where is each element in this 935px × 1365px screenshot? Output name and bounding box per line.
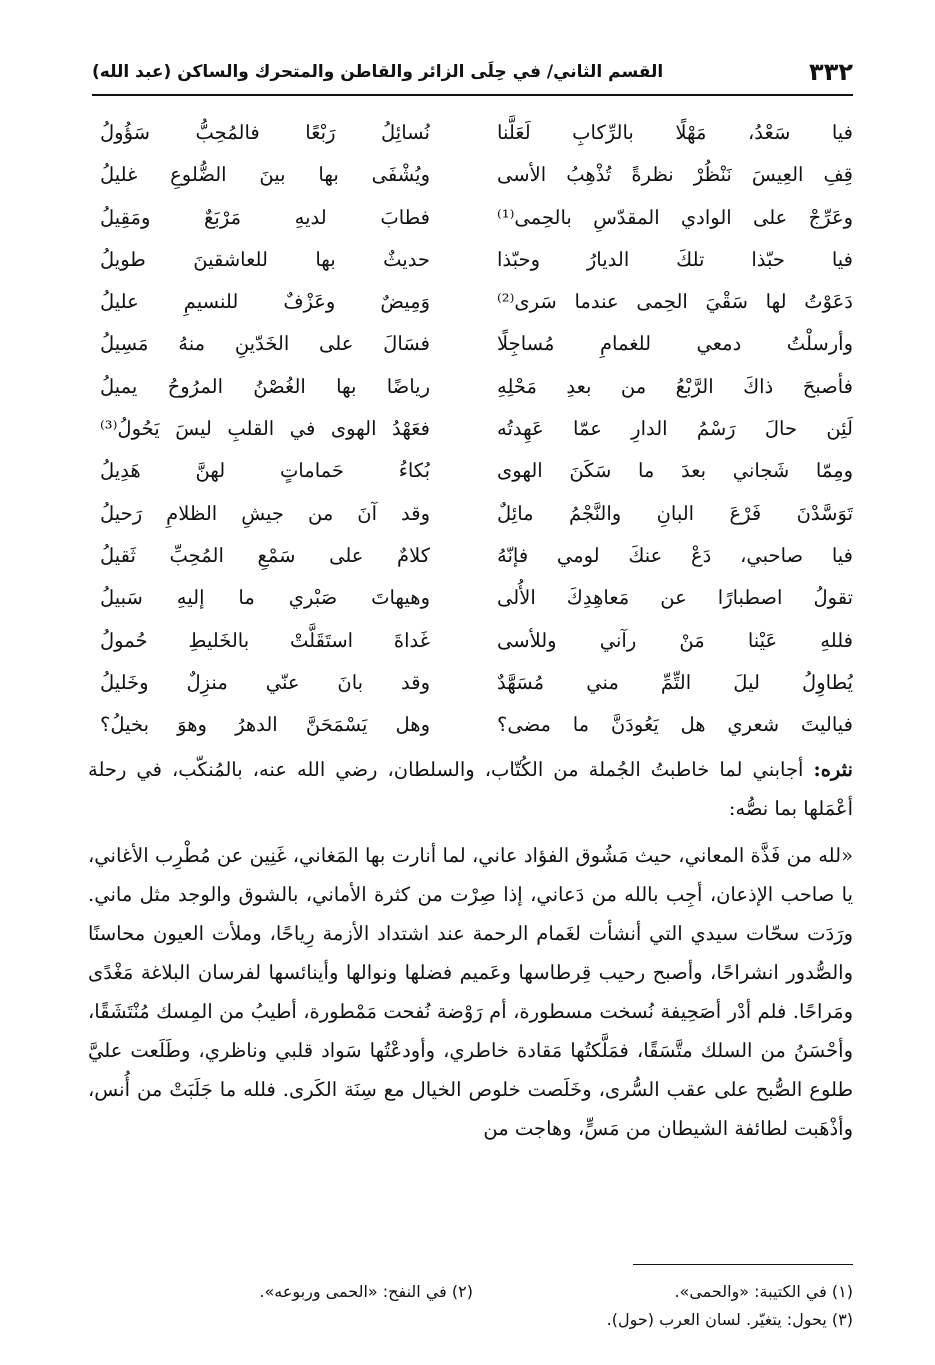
verse bbox=[100, 154, 853, 196]
first-hemistich: ومِمّا شَجاني بعدَ ما سَكَنَ الهوى bbox=[497, 459, 853, 483]
footnote-row bbox=[88, 1306, 853, 1334]
page-header bbox=[92, 54, 853, 96]
footnotes bbox=[88, 1278, 853, 1334]
letter-paragraph: «لله من فَذَّة المعاني، حيث مَشُوق الفؤاد عاني، لما أنارت بها المَغاني، غَنِين عن مُطْرِب الأغاني، يا صاحب الإذعان، أجِب بالله من دَعاني، إذا صِرْت من كثرة الأماني، بالشوق والوجد مثل ماني. ورَدَت سحّات سيدي التي أنشأت لغَمام الرحمة عند اشتداد الأزمة رِياحًا، وملأت العيون محاسنًا والصُّدور انشراحًا، وأصبح رحيب قِرطاسها وعَميم فضلها ونوالها وأينائسها لفرسان البلاغة مَغْدًى ومَراحًا. فلم أدْر أصَحِيفة نُسخت مسطورة، أم رَوْضة نُفحت مَمْطورة، أطيبُ من المِسك مُنْتَشَقًا، وأحْسَنُ من السلك متَّسَقًا، فمَلَّكتُها مَقادة خاطري، وأودعْتُها سَواد قلبي وناظري، وطَلَعت عليَّ طلوع الصُّبح على عقب السُّرى، وخَلَصت خلوص الخيال مع سِنَة الكَرى. فلله ما جَلَبَتْ من أُنس، وأذْهَبت لطائفة الشيطان من مَسٍّ، وهاجت من bbox=[88, 844, 853, 1140]
first-hemistich: وأرسلْتُ دمعي للغمامِ مُساجِلًا bbox=[497, 332, 853, 356]
verse bbox=[100, 281, 853, 323]
footnote-divider bbox=[633, 1264, 853, 1265]
first-hemistich: فيا حبّذا تلكَ الديارُ وحبّذا bbox=[497, 247, 853, 271]
second-hemistich: فسَالَ على الخَدّينِ منهُ مَسِيلُ bbox=[100, 332, 430, 356]
footnote-1: (١) في الكتيبة: «والحمى». bbox=[674, 1282, 853, 1301]
first-hemistich: وعَرِّجْ على الوادي المقدّسِ بالحِمى⁽¹⁾ bbox=[497, 205, 853, 229]
verse bbox=[100, 112, 853, 154]
poem bbox=[100, 112, 853, 746]
first-hemistich: يُطاوِلُ ليلَ التِّمِّ مني مُسَهَّدٌ bbox=[497, 670, 853, 694]
verse bbox=[100, 197, 853, 239]
second-hemistich: وهل يَسْمَحَنَّ الدهرُ وهوَ بخيلُ؟ bbox=[100, 713, 430, 737]
verse bbox=[100, 450, 853, 492]
second-hemistich: كلامٌ على سَمْعِ المُحِبِّ ثَقيلُ bbox=[100, 543, 430, 567]
prose-section bbox=[88, 750, 853, 1148]
first-hemistich: لَئِن حالَ رَسْمُ الدارِ عمّا عَهِدتُه bbox=[497, 417, 853, 441]
first-hemistich: دَعَوْتُ لها سَقْيَ الحِمى عندما سَرى⁽²⁾ bbox=[497, 290, 853, 314]
second-hemistich: حديثٌ بها للعاشقينَ طويلُ bbox=[100, 247, 430, 271]
verse bbox=[100, 577, 853, 619]
footnote-row bbox=[88, 1278, 853, 1306]
first-hemistich: فيا سَعْدُ، مَهْلًا بالرِّكابِ لَعَلَّنا bbox=[497, 121, 853, 144]
verse bbox=[100, 239, 853, 281]
second-hemistich: رياضًا بها الغُصْنُ المرُوحُ يميلُ bbox=[100, 374, 430, 398]
verse bbox=[100, 323, 853, 365]
verse bbox=[100, 493, 853, 535]
second-hemistich: فطابَ لديهِ مَرْبَعٌ ومَقِيلُ bbox=[100, 205, 430, 229]
verse bbox=[100, 535, 853, 577]
first-hemistich: تقولُ اصطبارًا عن مَعاهِدِكَ الأُلى bbox=[497, 586, 853, 610]
second-hemistich: نُسائِلُ رَبْعًا فالمُحِبُّ سَؤُولُ bbox=[100, 121, 430, 144]
page-number: ٣٣٢ bbox=[809, 58, 853, 86]
first-hemistich: فللهِ عَيْنا مَنْ رآني وللأسى bbox=[497, 628, 853, 652]
footnote-3: (٣) يحول: يتغيّر. لسان العرب (حول). bbox=[606, 1310, 853, 1329]
second-hemistich: وهيهاتَ صَبْري ما إليهِ سَبيلُ bbox=[100, 586, 430, 610]
first-hemistich: تَوَسَّدْنَ فَرْعَ البانِ والنَّجْمُ مائِلٌ bbox=[497, 501, 853, 525]
verse bbox=[100, 704, 853, 746]
second-hemistich: بُكاءُ حَماماتٍ لهنَّ هَدِيلُ bbox=[100, 459, 430, 483]
first-hemistich: قِفِ العِيسَ نَنْظُرْ نظرةً تُذْهِبُ الأسى bbox=[497, 163, 853, 187]
verse bbox=[100, 662, 853, 704]
running-title: القسم الثاني/ في حِلَى الزائر والقاطن والمتحرك والساكن (عبد الله) bbox=[92, 62, 664, 82]
second-hemistich: وقد بانَ عنّي منزِلٌ وخَليلُ bbox=[100, 670, 430, 694]
prose-lead-label: نثره: bbox=[813, 758, 853, 781]
verse bbox=[100, 408, 853, 450]
verse bbox=[100, 366, 853, 408]
second-hemistich: فعَهْدُ الهوى في القلبِ ليسَ يَحُولُ⁽³⁾ bbox=[100, 417, 430, 441]
first-hemistich: فياليتَ شعري هل يَعُودَنَّ ما مضى؟ bbox=[497, 713, 853, 737]
second-hemistich: وقد آنَ من جيشِ الظلامِ رَحيلُ bbox=[100, 501, 430, 525]
first-hemistich: فأصبحَ ذاكَ الرَّبْعُ من بعدِ مَحْلِهِ bbox=[497, 374, 853, 398]
prose-intro-paragraph bbox=[88, 750, 853, 828]
prose-intro-text: أجابني لما خاطبتُ الجُملة من الكُتّاب، والسلطان، رضي الله عنه، بالمُنكّب، في رحلة أعْمَلها بما نصُّه: bbox=[88, 758, 853, 820]
footnote-2: (٢) في النفح: «الحمى وربوعه». bbox=[259, 1282, 473, 1301]
verse bbox=[100, 620, 853, 662]
second-hemistich: غَداةَ استَقَلَّتْ بالخَليطِ حُمولُ bbox=[100, 628, 430, 652]
second-hemistich: وَمِيضٌ وعَزْفٌ للنسيمِ عليلُ bbox=[100, 290, 430, 314]
first-hemistich: فيا صاحبي، دَعْ عنكَ لومي فإنّهُ bbox=[497, 543, 853, 567]
second-hemistich: ويُشْفَى بها بينَ الضُّلوعِ غليلُ bbox=[100, 163, 430, 187]
